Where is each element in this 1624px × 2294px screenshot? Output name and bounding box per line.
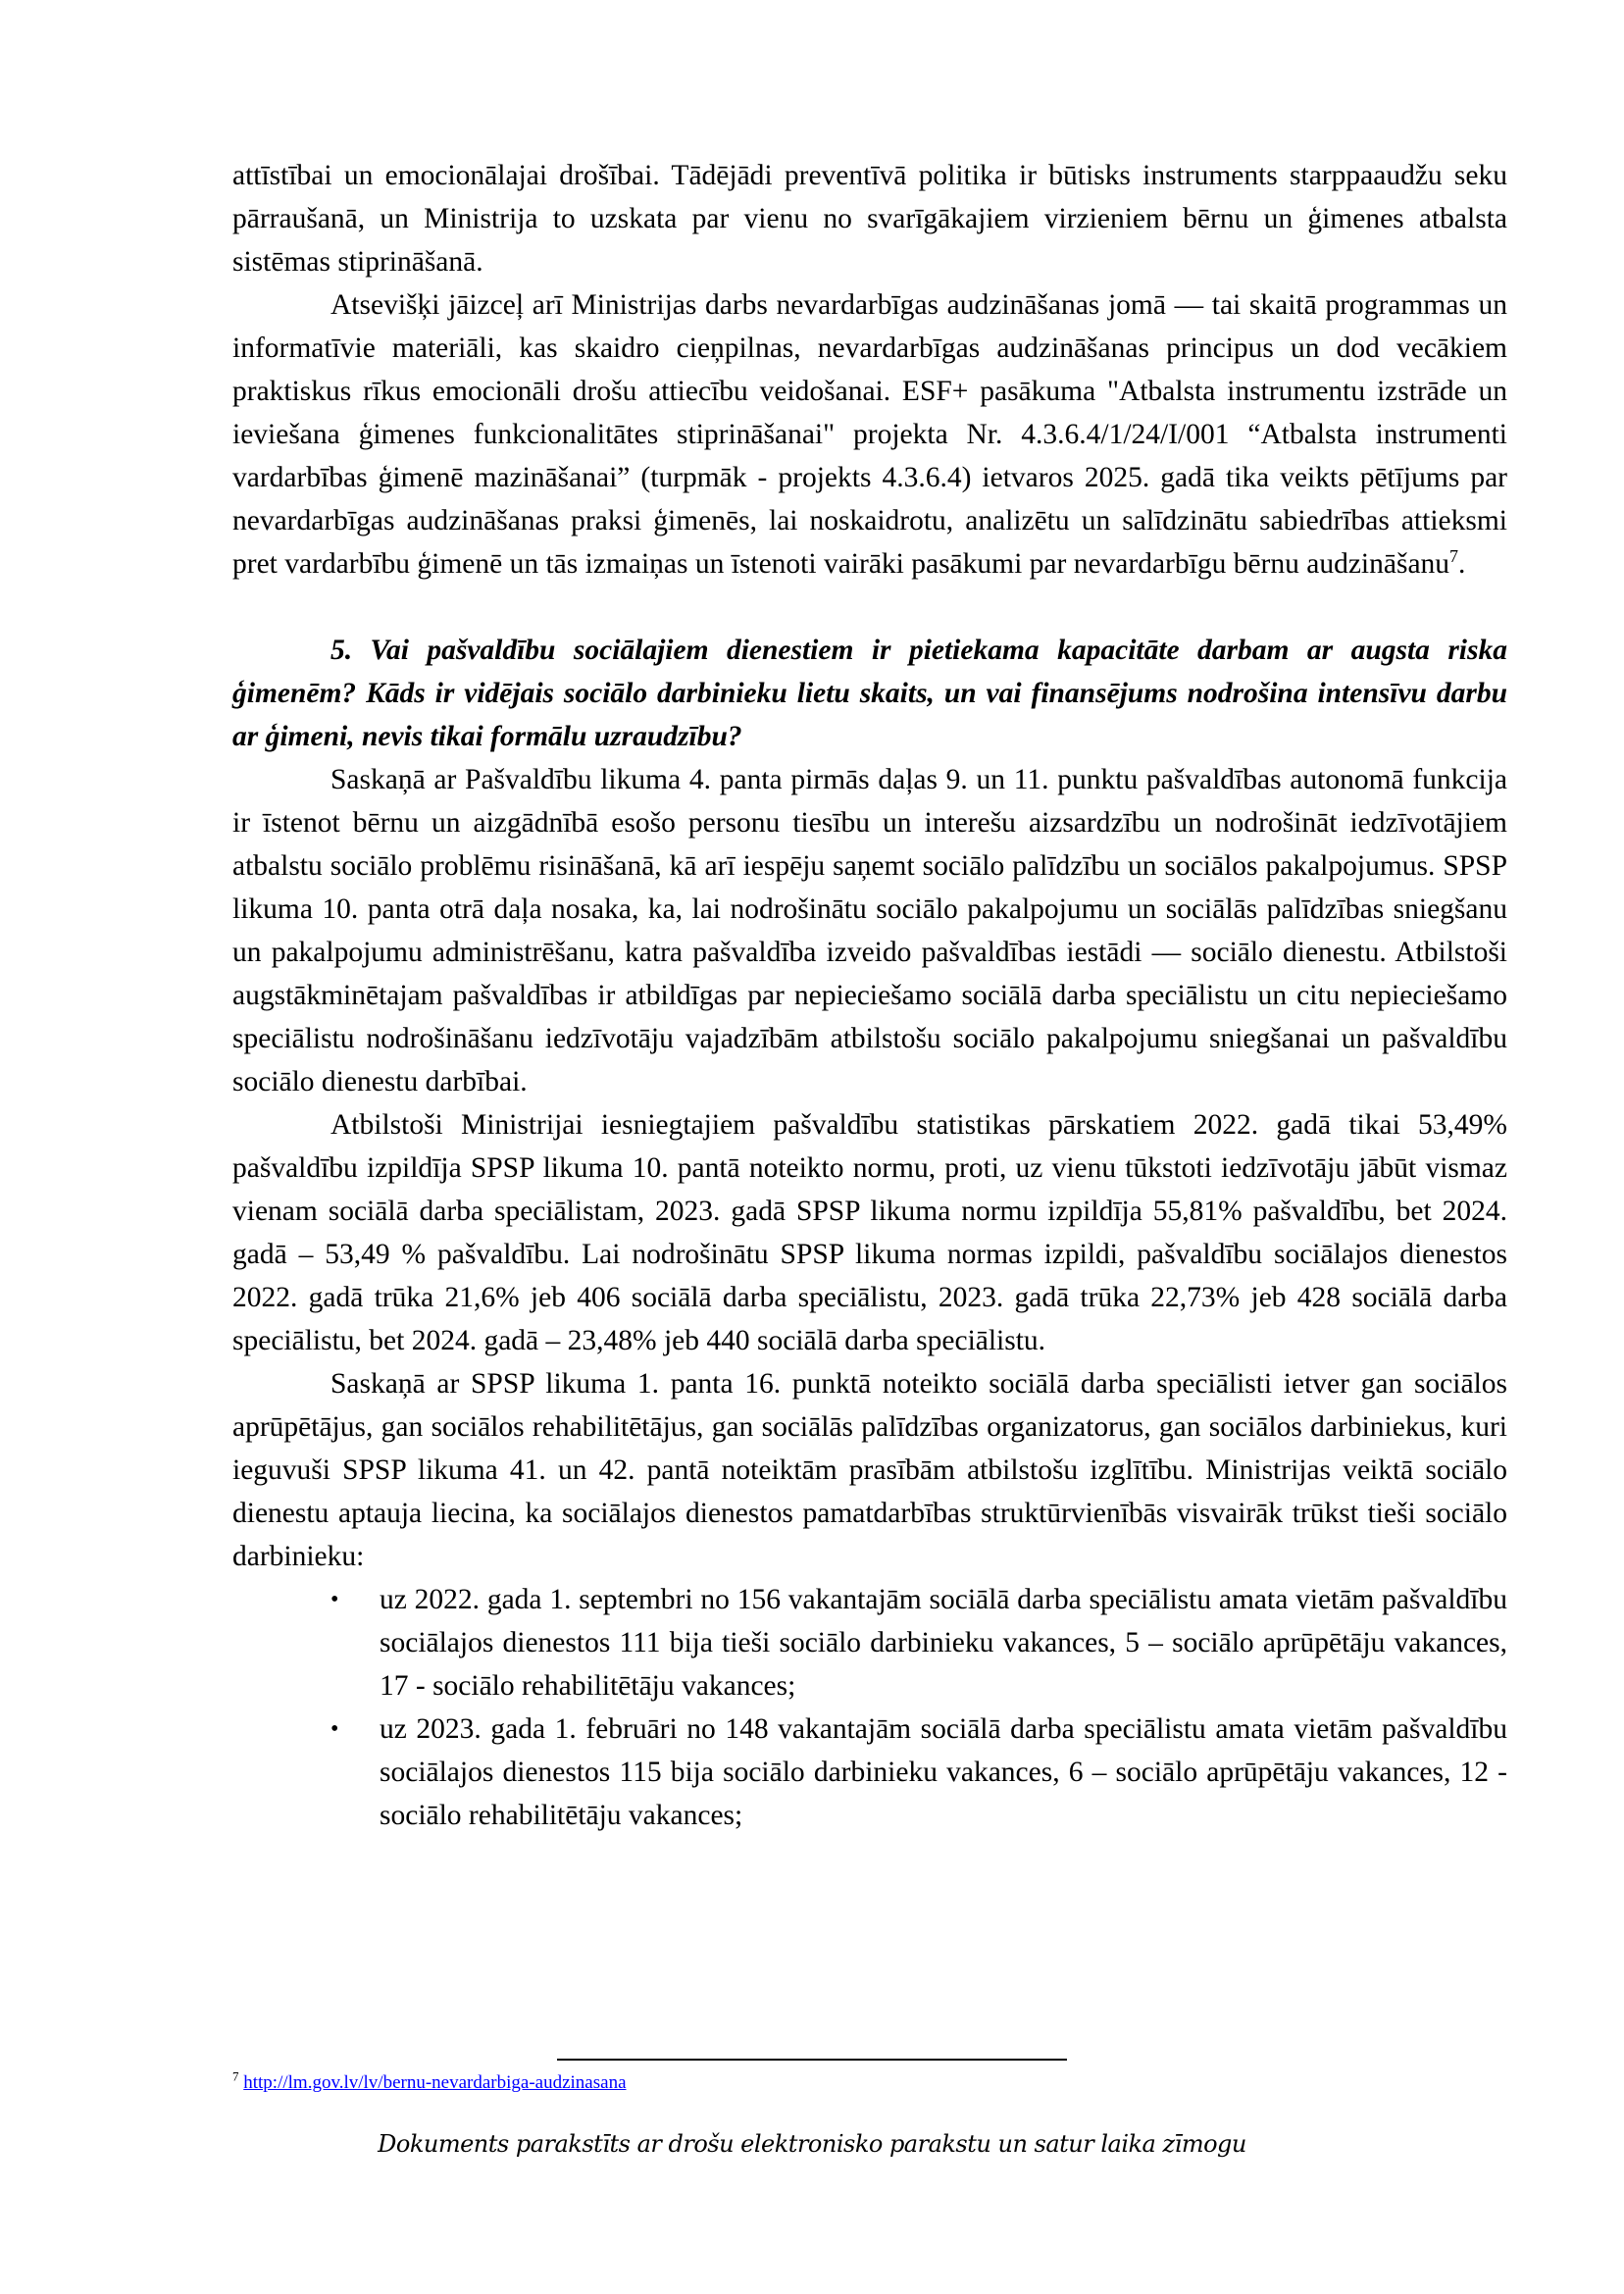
bullet-icon: • [330,1587,339,1612]
list-item [232,1708,1507,1837]
question-heading: 5. Vai pašvaldību sociālajiem dienestiem ir pietiekama kapacitāte darbam ar augsta riska ģimenēm? Kāds ir vidējais sociālo darbinieku lietu skaits, un vai finansējums nodrošina intensīvu darbu ar ģimeni, nevis tikai formālu uzraudzību? [232,635,1507,752]
paragraph-specialists: Saskaņā ar SPSP likuma 1. panta 16. punktā noteikto sociālā darba speciālisti ietver gan sociālos aprūpētājus, gan sociālos rehabilitētājus, gan sociālās palīdzības organizatorus, gan sociālos darbiniekus, kuri ieguvuši SPSP likuma 41. un 42. pantā noteiktām prasībām atbilstošu izglītību. Ministrijas veiktā sociālo dienestu aptauja liecina, ka sociālajos dienestos pamatdarbības struktūrvienībās visvairāk trūkst tieši sociālo darbinieku: [232,1368,1507,1572]
paragraph-nonviolent-upbringing [232,283,1507,586]
footnote-separator [557,2059,1067,2061]
footnote-reference-7[interactable]: 7 [1449,546,1459,567]
bullet-icon: • [330,1716,339,1742]
list-item [232,1578,1507,1708]
list-item-text: uz 2023. gada 1. februāri no 148 vakantajām sociālā darba speciālistu amata vietām pašvaldību sociālajos dienestos 115 bija sociālo darbinieku vakances, 6 – sociālo aprūpētāju vakances, 12 - sociālo rehabilitētāju vakances; [380,1713,1507,1831]
vacancy-list [232,1578,1507,1837]
paragraph-law: Saskaņā ar Pašvaldību likuma 4. panta pirmās daļas 9. un 11. punktu pašvaldības autonomā funkcija ir īstenot bērnu un aizgādnībā esošo personu tiesību un interešu aizsardzību un nodrošināt iedzīvotājiem atbalstu sociālo problēmu risināšanā, kā arī iespēju saņemt sociālo palīdzību un sociālos pakalpojumus. SPSP likuma 10. panta otrā daļa nosaka, ka, lai nodrošinātu sociālo pakalpojumu un sociālās palīdzības sniegšanu un pakalpojumu administrēšanu, katra pašvaldība izveido pašvaldības iestādi — sociālo dienestu. Atbilstoši augstākminētajam pašvaldības ir atbildīgas par nepieciešamo sociālā darba speciālistu un citu nepieciešamo speciālistu nodrošināšanu iedzīvotāju vajadzībām atbilstošu sociālo pakalpojumu sniegšanai un pašvaldību sociālo dienestu darbībai. [232,764,1507,1097]
signature-stamp: Dokuments parakstīts ar drošu elektronisko parakstu un satur laika zīmogu [378,2130,1246,2158]
paragraph-continuation: attīstībai un emocionālajai drošībai. Tādējādi preventīvā politika ir būtisks instruments starppaaudžu seku pārraušanā, un Ministrija to uzskata par vienu no svarīgākajiem virzieniem bērnu un ģimenes atbalsta sistēmas stiprināšanā. [232,160,1507,278]
paragraph-nonviolent-end: . [1458,548,1466,580]
footnote-7 [232,2068,627,2095]
footnote-link[interactable]: http://lm.gov.lv/lv/bernu-nevardarbiga-audzinasana [243,2072,627,2093]
paragraph-nonviolent-text: Atsevišķi jāizceļ arī Ministrijas darbs nevardarbīgas audzināšanas jomā — tai skaitā programmas un informatīvie materiāli, kas skaidro cieņpilnas, nevardarbīgas audzināšanas principus un dod vecākiem praktiskus rīkus emocionāli drošu attiecību veidošanai. ESF+ pasākuma "Atbalsta instrumentu izstrāde un ieviešana ģimenes funkcionalitātes stiprināšanai" projekta Nr. 4.3.6.4/1/24/I/001 “Atbalsta instrumenti vardarbības ģimenē mazināšanai” (turpmāk - projekts 4.3.6.4) ietvaros 2025. gadā tika veikts pētījums par nevardarbīgas audzināšanas praksi ģimenēs, lai noskaidrotu, analizētu un salīdzinātu sabiedrības attieksmi pret vardarbību ģimenē un tās izmaiņas un īstenoti vairāki pasākumi par nevardarbīgu bērnu audzināšanu [232,289,1507,580]
footnote-number: 7 [232,2068,239,2084]
paragraph-statistics: Atbilstoši Ministrijai iesniegtajiem pašvaldību statistikas pārskatiem 2022. gadā tikai 53,49% pašvaldību izpildīja SPSP likuma 10. pantā noteikto normu, proti, uz vienu tūkstoti iedzīvotāju jābūt vismaz vienam sociālā darba speciālistam, 2023. gadā SPSP likuma normu izpildīja 55,81% pašvaldību, bet 2024. gadā – 53,49 % pašvaldību. Lai nodrošinātu SPSP likuma normas izpildi, pašvaldību sociālajos dienestos 2022. gadā trūka 21,6% jeb 406 sociālā darba speciālistu, 2023. gadā trūka 22,73% jeb 428 sociālā darba speciālistu, bet 2024. gadā – 23,48% jeb 440 sociālā darba speciālistu. [232,1109,1507,1356]
list-item-text: uz 2022. gada 1. septembri no 156 vakantajām sociālā darba speciālistu amata vietām pašvaldību sociālajos dienestos 111 bija tieši sociālo darbinieku vakances, 5 – sociālo aprūpētāju vakances, 17 - sociālo rehabilitētāju vakances; [380,1584,1507,1702]
document-page [232,154,1507,1837]
